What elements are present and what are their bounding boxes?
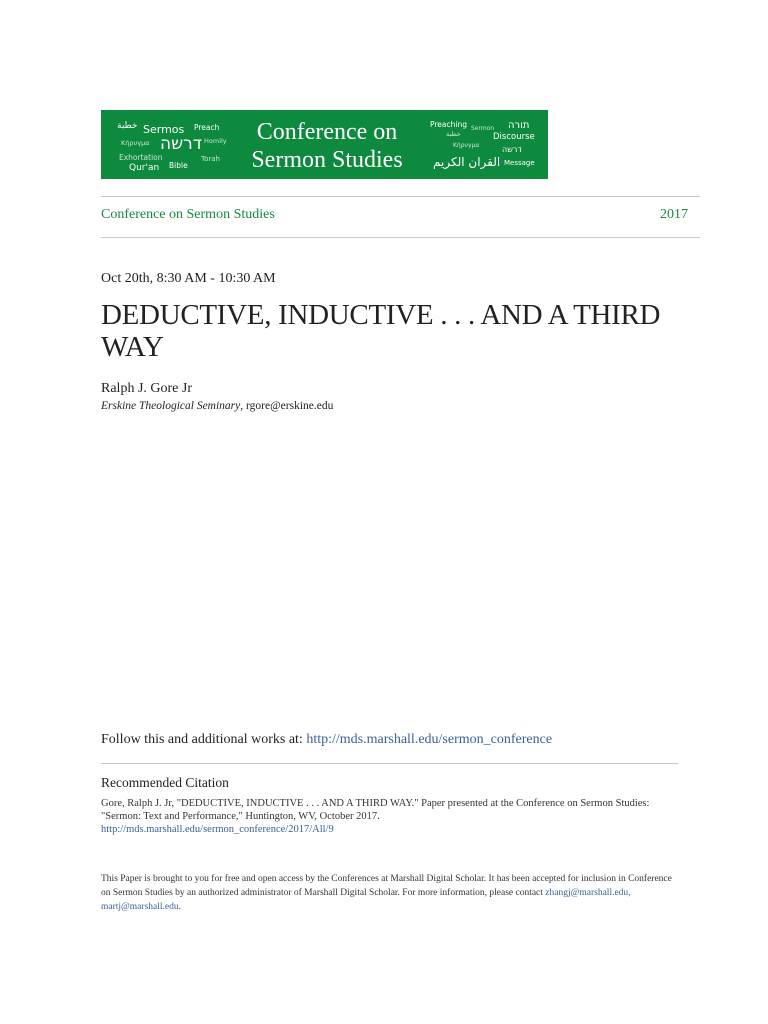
banner-word: خطبة xyxy=(117,121,138,131)
banner-title xyxy=(241,118,413,174)
banner-title-line-1: Conference on xyxy=(256,119,398,145)
citation-link[interactable]: http://mds.marshall.edu/sermon_conference/2017/All/9 xyxy=(101,824,334,835)
banner-word: Qur'an xyxy=(129,163,160,173)
follow-link[interactable]: http://mds.marshall.edu/sermon_conference xyxy=(306,732,553,747)
author-email: rgore@erskine.edu xyxy=(246,400,334,412)
banner-word: Message xyxy=(504,159,535,167)
banner-word: Torah xyxy=(201,155,220,163)
citation-heading: Recommended Citation xyxy=(101,775,229,790)
conference-banner xyxy=(101,110,548,179)
banner-word: Preach xyxy=(194,123,220,132)
session-date: Oct 20th, 8:30 AM - 10:30 AM xyxy=(101,271,276,286)
author-affiliation: Erskine Theological Seminary, rgore@erskine.edu xyxy=(101,400,334,412)
divider-top xyxy=(101,196,700,197)
banner-word: Sermos xyxy=(143,123,185,136)
follow-line xyxy=(101,732,552,748)
banner-word: Exhortation xyxy=(119,153,163,162)
citation-body xyxy=(101,797,676,836)
author-name: Ralph J. Gore Jr xyxy=(101,381,192,396)
institution: Erskine Theological Seminary xyxy=(101,400,241,412)
banner-word: תורה xyxy=(508,120,530,131)
notice-text: This Paper is brought to you for free and open access by the Conferences at Marshall Digital Scholar. It has been accepted for inclusion in Conference on Sermon Studies by an authorized administrator of Marshall Digital Scholar. For more information, please contact xyxy=(101,874,672,898)
banner-word: Sermon xyxy=(471,125,495,132)
paper-title: DEDUCTIVE, INDUCTIVE . . . AND A THIRD WAY xyxy=(101,299,661,363)
banner-word: Kήρυγμα xyxy=(121,139,150,147)
series-year: 2017 xyxy=(660,207,688,222)
banner-word: Preaching xyxy=(430,120,467,129)
notice-end: . xyxy=(178,902,181,912)
contact-email-2[interactable]: martj@marshall.edu xyxy=(101,902,179,912)
banner-word: Bible xyxy=(169,161,188,170)
banner-word: خطبة xyxy=(446,130,461,138)
banner-word: Homily xyxy=(204,137,227,145)
follow-label: Follow this and additional works at: xyxy=(101,732,303,747)
series-link[interactable]: Conference on Sermon Studies xyxy=(101,207,275,222)
access-notice xyxy=(101,872,681,914)
citation-text: Gore, Ralph J. Jr, "DEDUCTIVE, INDUCTIVE . . . AND A THIRD WAY." Paper presented at the Conference on Sermon Studies: "Sermon: Text and Performance," Huntington, WV, October 2017. xyxy=(101,798,650,822)
banner-word: דרשה xyxy=(160,134,203,154)
banner-word: דרשה xyxy=(502,145,522,154)
banner-word: القران الكريم xyxy=(433,155,501,169)
banner-word: Kήρυγμα xyxy=(453,142,480,149)
divider-bottom xyxy=(101,237,700,238)
citation-divider xyxy=(101,763,678,764)
contact-email-1[interactable]: zhangj@marshall.edu, xyxy=(545,888,631,898)
banner-word: Discourse xyxy=(493,132,535,142)
banner-title-line-2: Sermon Studies xyxy=(251,147,403,173)
